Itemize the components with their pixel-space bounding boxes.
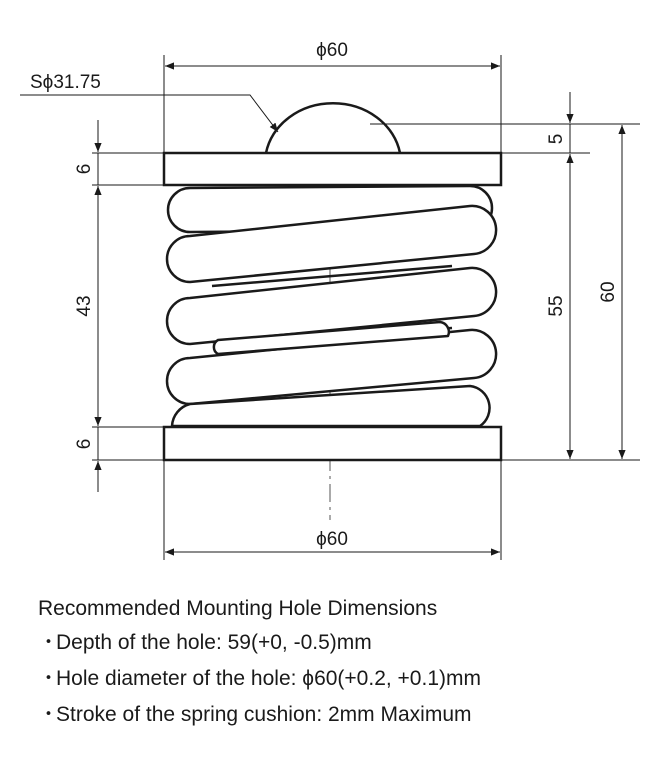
bottom-plate <box>164 427 501 460</box>
ball-dome <box>266 103 400 153</box>
spring-height-label: 43 <box>74 295 95 317</box>
top-diameter-label: ϕ60 <box>316 40 348 61</box>
ball-radius-label: Sϕ31.75 <box>30 72 101 93</box>
top-plate-thickness-label: 6 <box>74 163 95 175</box>
spring-coils <box>167 186 496 426</box>
bottom-plate-thickness-label: 6 <box>74 438 95 450</box>
note-item: ・Depth of the hole: 59(+0, -0.5)mm <box>38 631 372 654</box>
ball-protrusion-label: 5 <box>546 133 567 145</box>
note-item: ・Hole diameter of the hole: ϕ60(+0.2, +0.1)mm <box>38 667 481 690</box>
top-plate <box>164 153 501 185</box>
bottom-diameter-label: ϕ60 <box>316 529 348 550</box>
ball-radius-leader <box>20 95 278 132</box>
note-item: ・Stroke of the spring cushion: 2mm Maximum <box>38 703 472 726</box>
notes-title: Recommended Mounting Hole Dimensions <box>38 597 438 620</box>
total-height-label: 60 <box>598 281 619 303</box>
mounting-notes <box>38 595 658 737</box>
notes-list <box>38 629 658 729</box>
body-height-label: 55 <box>546 295 567 317</box>
